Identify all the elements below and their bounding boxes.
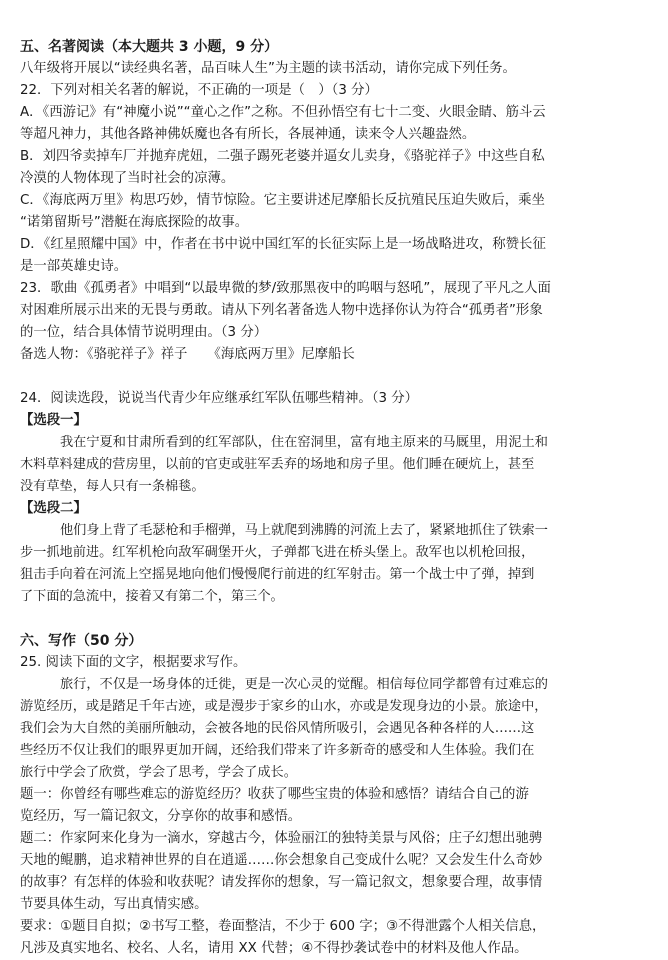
q25-topic1-line1: 题一：你曾经有哪些难忘的游览经历？收获了哪些宝贵的体验和感悟？请结合自己的游 [20,787,529,802]
section5-intro: 八年级将开展以“读经典名著，品百味人生”为主题的读书活动，请你完成下列任务。 [20,61,516,76]
q22-option-b-line2: 冷漠的人物体现了当时社会的凉薄。 [20,171,235,186]
q22-option-a-line1: A．《西游记》有“神魔小说”“童心之作”之称。不但孙悟空有七十二变、火眼金睛、筋斗云 [20,105,546,120]
excerpt2-line3: 狙击手向着在河流上空摇晃地向他们慢慢爬行前进的红军射击。第一个战士中了弹，掉到 [20,567,535,582]
q23-line2: 对困难所展示出来的无畏与勇敢。请从下列名著备选人物中选择你认为符合“孤勇者”形象 [20,303,543,318]
q22-option-c-line1: C．《海底两万里》构思巧妙，情节惊险。它主要讲述尼摩船长反抗殖民压迫失败后，乘坐 [20,193,545,208]
q22-option-b-line1: B．刘四爷卖掉车厂并抛弃虎妞，二强子踢死老婆并逼女儿卖身，《骆驼祥子》中这些自私 [20,149,545,164]
q25-material-line5: 旅行中学会了欣赏，学会了思考，学会了成长。 [20,765,297,780]
q25-requirements-line1: 要求：①题目自拟；②书写工整，卷面整洁，不少于 600 字；③不得泄露个人相关信息， [20,919,546,934]
q25-material-line2: 游览经历，或是踏足千年古迹，或是漫步于家乡的山水，亦或是发现身边的小景。旅途中， [20,699,548,714]
spacer [20,608,650,630]
excerpt2-label: 【选段二】 [20,501,87,516]
q25-topic2-line1: 题二：作家阿来化身为一滴水，穿越古今，体验丽江的独特美景与风俗；庄子幻想出驰骋 [20,831,543,846]
excerpt2-line4: 了下面的急流中，接着又有第二个，第三个。 [20,589,284,604]
q25-topic2-line3: 的故事？有怎样的体验和收获呢？请发挥你的想象，写一篇记叙文，想象要合理，故事情 [20,875,543,890]
q22-stem: 22．下列对相关名著的解说，不正确的一项是（ ）（3 分） [20,83,378,98]
excerpt1-line1: 我在宁夏和甘肃所看到的红军部队，住在窑洞里，富有地主原来的马厩里，用泥土和 [60,435,548,450]
excerpt1-label: 【选段一】 [20,413,87,428]
q23-line1: 23．歌曲《孤勇者》中唱到“以最卑微的梦/致那黑夜中的呜咽与怒吼”，展现了平凡之人面 [20,281,551,296]
q25-stem: 25. 阅读下面的文字，根据要求写作。 [20,655,247,670]
q25-material-line3: 我们会为大自然的美丽所触动，会被各地的民俗风情所吸引，会遇见各种各样的人……这 [20,721,535,736]
q22-option-d-line2: 是一部英雄史诗。 [20,259,128,274]
excerpt2-line1: 他们身上背了毛瑟枪和手榴弹，马上就爬到沸腾的河流上去了，紧紧地抓住了铁索一 [60,523,548,538]
q25-topic2-line2: 天地的鲲鹏，追求精神世界的自在逍遥……你会想象自己变成什么呢？又会发生什么奇妙 [20,853,543,868]
q23-candidates: 备选人物：《骆驼祥子》祥子 《海底两万里》尼摩船长 [20,347,355,362]
q25-material-line4: 些经历不仅让我们的眼界更加开阔，还给我们带来了许多新奇的感受和人生体验。我们在 [20,743,535,758]
excerpt1-line3: 没有草垫，每人只有一条棉毯。 [20,479,205,494]
excerpt1-line2: 木料草料建成的营房里，以前的官吏或驻军丢弃的场地和房子里。他们睡在硬炕上，甚至 [20,457,535,472]
section6-title: 六、写作（50 分） [20,633,143,649]
q25-requirements-line2: 凡涉及真实地名、校名、人名，请用 XX 代替；④不得抄袭试卷中的材料及他人作品。 [20,941,528,956]
spacer [20,366,650,388]
q25-topic1-line2: 览经历，写一篇记叙文，分享你的故事和感悟。 [20,809,302,824]
q24-stem: 24．阅读选段，说说当代青少年应继承红军队伍哪些精神。（3 分） [20,391,419,406]
section5-title: 五、名著阅读（本大题共 3 小题，9 分） [20,39,279,55]
q22-option-c-line2: “诺第留斯号”潜艇在海底探险的故事。 [20,215,249,230]
q25-topic2-line4: 节要具体生动，写出真情实感。 [20,897,208,912]
q23-line3: 的一位，结合具体情节说明理由。（3 分） [20,325,268,340]
excerpt2-line2: 步一抓地前进。红军机枪向敌军碉堡开火，子弹都飞进在桥头堡上。敌军也以机枪回报， [20,545,535,560]
q22-option-d-line1: D．《红星照耀中国》中，作者在书中说中国红军的长征实际上是一场战略进攻，称赞长征 [20,237,546,252]
q22-option-a-line2: 等超凡神力，其他各路神佛妖魔也各有所长，各展神通，读来令人兴趣盎然。 [20,127,476,142]
q25-material-line1: 旅行，不仅是一场身体的迁徙，更是一次心灵的觉醒。相信每位同学都曾有过难忘的 [60,677,548,692]
